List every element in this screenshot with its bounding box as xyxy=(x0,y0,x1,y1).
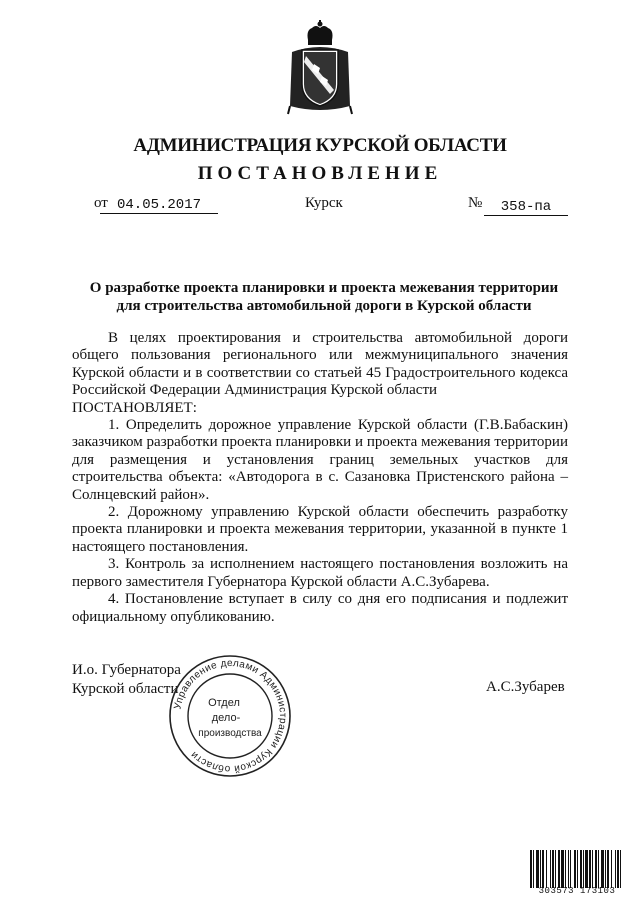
barcode-bar xyxy=(605,850,606,888)
barcode-bar xyxy=(592,850,593,888)
signatory-position xyxy=(72,661,181,699)
barcode-bar xyxy=(598,850,599,888)
barcode-number: 303573 173103 xyxy=(538,886,616,896)
barcode-bar xyxy=(540,850,541,888)
barcode-bar xyxy=(561,850,564,888)
barcode-bar xyxy=(568,850,569,888)
document-subject xyxy=(60,279,588,315)
number-prefix: № xyxy=(468,195,483,211)
document-date: 04.05.2017 xyxy=(100,197,218,214)
barcode-bar xyxy=(546,850,547,888)
document-number: 358-па xyxy=(484,199,568,216)
resolves-keyword: ПОСТАНОВЛЯЕТ: xyxy=(72,399,197,416)
city-label: Курск xyxy=(305,195,343,211)
intro-paragraph: В целях проектирования и строительства автомобильной дороги общего пользования регионального или межмуниципального значения Курской области и в соответствии со статьей 45 Градостроительного кодекса Российской Федерации Администрация Курской области xyxy=(72,330,568,399)
barcode-bar xyxy=(583,850,584,888)
barcode-bar xyxy=(533,850,534,888)
barcode-bar xyxy=(536,850,539,888)
subject-line: О разработке проекта планировки и проекта межевания территории xyxy=(89,280,559,296)
stamp-ring-text: Управление делами Администрации Курской области xyxy=(172,657,289,775)
coat-of-arms-icon xyxy=(286,20,354,116)
barcode-bar xyxy=(601,850,604,888)
barcode-bar xyxy=(542,850,544,888)
barcode-bar xyxy=(577,850,578,888)
document-type-title: ПОСТАНОВЛЕНИЕ xyxy=(197,163,443,184)
barcode-bar xyxy=(550,850,551,888)
barcode-icon xyxy=(529,850,625,888)
barcode-bar xyxy=(580,850,582,888)
position-line: Курской области xyxy=(72,681,179,697)
position-line: И.о. Губернатора xyxy=(72,662,181,678)
barcode-bar xyxy=(558,850,560,888)
barcode-bar xyxy=(595,850,597,888)
barcode-bar xyxy=(585,850,588,888)
barcode-bar xyxy=(555,850,556,888)
resolution-item: 4. Постановление вступает в силу со дня его подписания и подлежит официальному опубликованию. xyxy=(72,591,568,625)
stamp-center-text: Отдел xyxy=(208,697,240,709)
resolution-item: 1. Определить дорожное управление Курской области (Г.В.Бабаскин) заказчиком разработки проекта планировки и проекта межевания территории для размещения и установления границ земельных участков для строительства объекта: «Автодорога в с. Сазановка Пристенского района – Солнцевский район». xyxy=(72,417,568,503)
barcode-bar xyxy=(607,850,609,888)
barcode-bar xyxy=(620,850,621,888)
barcode-bar xyxy=(552,850,554,888)
resolution-item: 2. Дорожному управлению Курской области обеспечить разработку проекта планировки и проекта межевания территории, указанной в пункте 1 настоящего постановления. xyxy=(72,504,568,555)
barcode-bar xyxy=(615,850,616,888)
barcode-bar xyxy=(611,850,612,888)
barcode-bar xyxy=(589,850,591,888)
date-prefix: от xyxy=(94,195,108,211)
barcode-bar xyxy=(617,850,619,888)
barcode-bar xyxy=(530,850,532,888)
organization-title: АДМИНИСТРАЦИЯ КУРСКОЙ ОБЛАСТИ xyxy=(133,135,507,156)
office-stamp xyxy=(168,654,292,778)
stamp-center-text: производства xyxy=(198,728,262,739)
signatory-name: А.С.Зубарев xyxy=(486,679,565,695)
subject-line: для строительства автомобильной дороги в Курской области xyxy=(116,298,532,314)
resolution-item: 3. Контроль за исполнением настоящего постановления возложить на первого заместителя Губернатора Курской области А.С.Зубарева. xyxy=(72,556,568,590)
document-body xyxy=(72,330,568,626)
barcode-bar xyxy=(565,850,566,888)
stamp-center-text: дело- xyxy=(211,712,241,724)
barcode-bar xyxy=(574,850,576,888)
barcode-bar xyxy=(570,850,571,888)
